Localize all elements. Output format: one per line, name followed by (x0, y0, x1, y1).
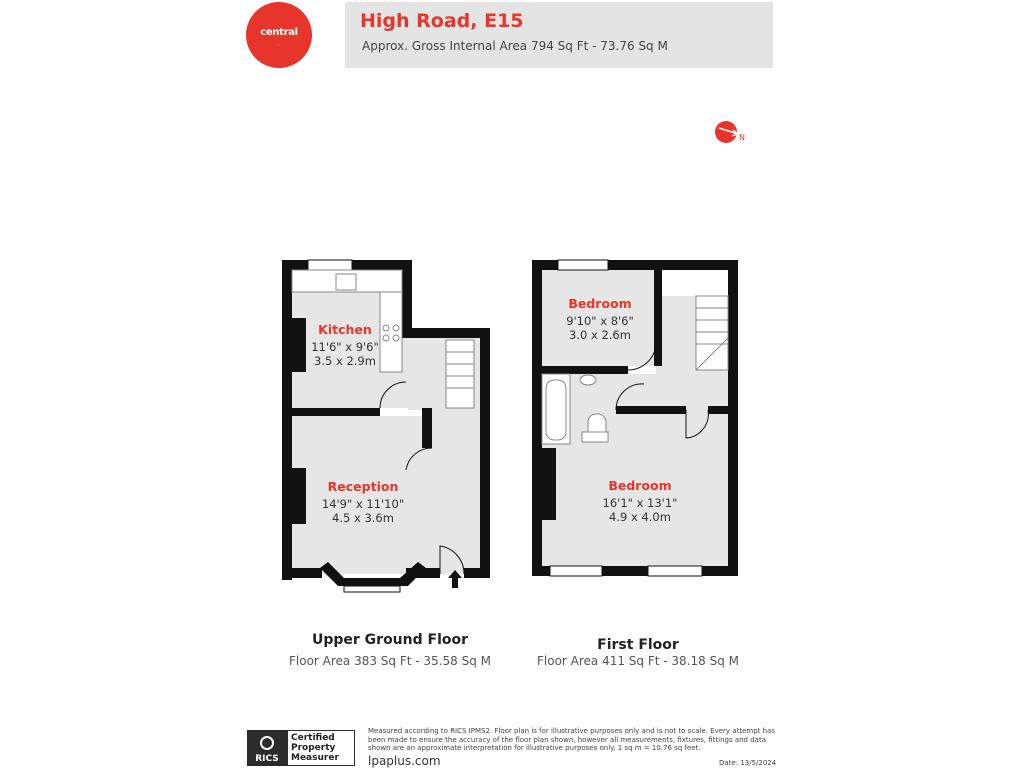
property-title: High Road, E15 (360, 10, 524, 32)
room-dim-metric: 3.5 x 2.9m (314, 354, 376, 368)
first-floor-plan (528, 258, 742, 580)
plan-date: Date: 13/5/2024 (719, 759, 777, 767)
gross-internal-area: Approx. Gross Internal Area 794 Sq Ft - 73.76 Sq M (362, 39, 668, 53)
floor-area: Floor Area 383 Sq Ft - 35.58 Sq M (288, 654, 491, 668)
compass-icon (714, 119, 750, 145)
room-dim-metric: 4.9 x 4.0m (609, 510, 671, 524)
logo-brand-text: central (260, 27, 298, 38)
room-dim-imperial: 9'10" x 8'6" (566, 314, 634, 328)
rics-emblem-icon (260, 736, 274, 750)
disclaimer-text: Measured according to RICS IPMS2. Floor plan is for illustrative purposes only and is not to scale. Every attempt has been made to ensure the accuracy of the floor plan shown, however all measurements, fixtures, fittings and data shown are an approximate interpretation for illustrative purposes only. 1 sq m = 10.76 sq feet. (368, 727, 775, 753)
logo-sub-text: _ (278, 41, 280, 46)
staircase (446, 340, 474, 408)
rics-text: RICS (255, 754, 279, 764)
cert-line: Property (291, 743, 336, 753)
room-name: Bedroom (608, 478, 672, 493)
certified-measurer-badge (287, 730, 355, 766)
floor-name: First Floor (597, 637, 679, 653)
upper-ground-floor-plan (280, 258, 492, 598)
room-dim-imperial: 16'1" x 13'1" (602, 496, 678, 510)
kitchen-window (308, 260, 352, 270)
room-dim-imperial: 11'6" x 9'6" (311, 340, 379, 354)
svg-text:N: N (739, 133, 745, 142)
room-name: Kitchen (318, 322, 372, 337)
room-name: Bedroom (568, 296, 632, 311)
room-dim-imperial: 14'9" x 11'10" (321, 497, 405, 511)
room-name: Reception (327, 479, 399, 494)
cert-line: Certified (291, 733, 335, 743)
room-dim-metric: 3.0 x 2.6m (569, 328, 631, 342)
room-dim-metric: 4.5 x 3.6m (332, 511, 394, 525)
header-box (345, 2, 773, 68)
website-link[interactable]: lpaplus.com (368, 754, 441, 768)
floor-area: Floor Area 411 Sq Ft - 38.18 Sq M (536, 654, 739, 668)
floor-name: Upper Ground Floor (311, 632, 469, 648)
rics-logo (247, 730, 287, 766)
company-logo (246, 2, 312, 68)
cert-line: Measurer (291, 753, 339, 763)
